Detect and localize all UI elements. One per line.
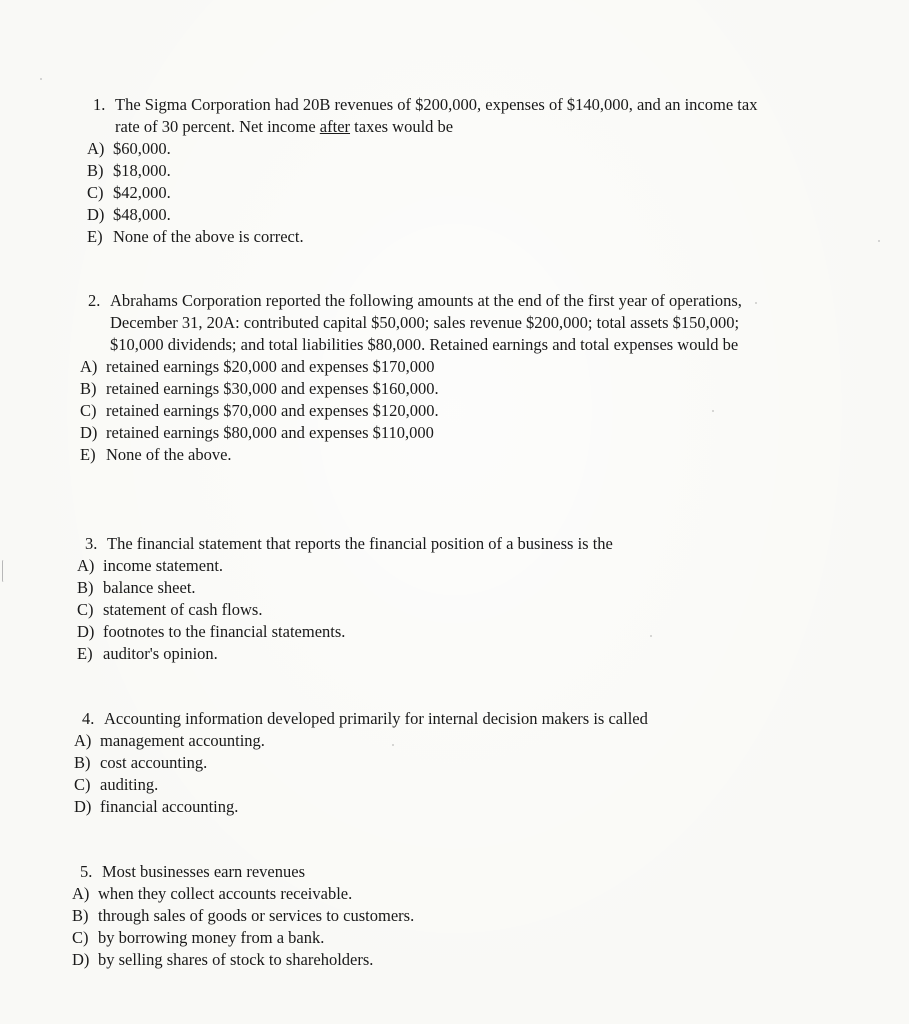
answer-options xyxy=(80,356,753,466)
answer-option-b xyxy=(80,378,753,400)
answer-option-d xyxy=(87,204,773,226)
question-text: Most businesses earn revenues xyxy=(102,862,305,881)
option-text: by selling shares of stock to shareholders. xyxy=(98,950,374,969)
option-letter: B) xyxy=(87,161,104,180)
option-text: financial accounting. xyxy=(100,797,239,816)
option-text: None of the above. xyxy=(106,445,232,464)
answer-option-e xyxy=(77,643,765,665)
option-letter: B) xyxy=(77,578,94,597)
answer-option-a xyxy=(72,883,780,905)
scan-speck xyxy=(755,302,757,304)
option-text: retained earnings $70,000 and expenses $120,000. xyxy=(106,401,439,420)
option-letter: D) xyxy=(80,423,98,442)
question-stem xyxy=(88,290,753,356)
option-text: cost accounting. xyxy=(100,753,208,772)
scan-speck xyxy=(40,78,42,80)
question-text-underlined: after xyxy=(319,117,351,136)
page-edge-mark xyxy=(2,560,5,582)
question-text-part: The Sigma Corporation had 20B revenues of $200,000, expenses of $140,000, and an income tax rate of 30 percent. Net income xyxy=(115,95,758,136)
option-letter: C) xyxy=(80,401,97,420)
answer-options xyxy=(77,555,765,665)
option-text: retained earnings $30,000 and expenses $160,000. xyxy=(106,379,439,398)
option-letter: A) xyxy=(87,139,105,158)
answer-option-a xyxy=(77,555,765,577)
option-text: statement of cash flows. xyxy=(103,600,263,619)
answer-option-c xyxy=(87,182,773,204)
option-letter: D) xyxy=(87,205,105,224)
question-2 xyxy=(80,290,753,466)
option-letter: A) xyxy=(74,731,92,750)
question-stem xyxy=(80,861,780,883)
question-number: 3. xyxy=(85,534,98,553)
question-number: 5. xyxy=(80,862,93,881)
answer-option-d xyxy=(80,422,753,444)
option-letter: C) xyxy=(72,928,89,947)
option-text: footnotes to the financial statements. xyxy=(103,622,346,641)
answer-option-c xyxy=(72,927,780,949)
answer-option-e xyxy=(80,444,753,466)
option-letter: D) xyxy=(77,622,95,641)
answer-option-a xyxy=(80,356,753,378)
scan-speck xyxy=(878,240,880,242)
question-number: 2. xyxy=(88,291,101,310)
option-text: $60,000. xyxy=(113,139,171,158)
question-stem xyxy=(93,94,773,138)
question-number: 1. xyxy=(93,95,106,114)
option-letter: A) xyxy=(72,884,90,903)
question-1 xyxy=(87,94,773,248)
question-stem xyxy=(85,533,765,555)
option-text: by borrowing money from a bank. xyxy=(98,928,325,947)
answer-option-d xyxy=(77,621,765,643)
option-text: $48,000. xyxy=(113,205,171,224)
answer-option-b xyxy=(77,577,765,599)
answer-option-c xyxy=(74,774,782,796)
option-text: income statement. xyxy=(103,556,224,575)
question-text xyxy=(115,94,773,138)
answer-option-d xyxy=(72,949,780,971)
option-letter: D) xyxy=(72,950,90,969)
answer-option-a xyxy=(74,730,782,752)
question-text: Abrahams Corporation reported the following amounts at the end of the first year of operations, December 31, 20A: contributed capital $50,000; sales revenue $200,000; total assets $150,000; $10,000 dividends; and total liabilities $80,000. Retained earnings and total expenses would be xyxy=(110,291,742,354)
option-letter: C) xyxy=(77,600,94,619)
question-number: 4. xyxy=(82,709,95,728)
question-3 xyxy=(77,533,765,665)
question-4 xyxy=(74,708,782,818)
answer-option-b xyxy=(72,905,780,927)
option-letter: B) xyxy=(72,906,89,925)
answer-options xyxy=(74,730,782,818)
option-text: retained earnings $80,000 and expenses $110,000 xyxy=(106,423,434,442)
option-letter: E) xyxy=(77,644,93,663)
option-text: through sales of goods or services to customers. xyxy=(98,906,415,925)
option-text: when they collect accounts receivable. xyxy=(98,884,353,903)
question-5 xyxy=(72,861,780,971)
option-letter: A) xyxy=(80,357,98,376)
answer-options xyxy=(87,138,773,248)
option-text: auditor's opinion. xyxy=(103,644,218,663)
answer-option-c xyxy=(77,599,765,621)
answer-option-d xyxy=(74,796,782,818)
option-letter: C) xyxy=(87,183,104,202)
option-text: retained earnings $20,000 and expenses $170,000 xyxy=(106,357,435,376)
option-letter: E) xyxy=(80,445,96,464)
answer-option-c xyxy=(80,400,753,422)
option-text: auditing. xyxy=(100,775,159,794)
question-text: Accounting information developed primarily for internal decision makers is called xyxy=(104,709,648,728)
option-text: balance sheet. xyxy=(103,578,196,597)
option-letter: B) xyxy=(74,753,91,772)
answer-option-b xyxy=(74,752,782,774)
answer-options xyxy=(72,883,780,971)
question-stem xyxy=(82,708,782,730)
option-letter: E) xyxy=(87,227,103,246)
question-text-part: taxes would be xyxy=(350,117,454,136)
option-letter: B) xyxy=(80,379,97,398)
option-text: None of the above is correct. xyxy=(113,227,304,246)
option-text: $18,000. xyxy=(113,161,171,180)
answer-option-b xyxy=(87,160,773,182)
option-text: management accounting. xyxy=(100,731,265,750)
answer-option-a xyxy=(87,138,773,160)
option-text: $42,000. xyxy=(113,183,171,202)
answer-option-e xyxy=(87,226,773,248)
option-letter: C) xyxy=(74,775,91,794)
question-text: The financial statement that reports the financial position of a business is the xyxy=(107,534,613,553)
option-letter: D) xyxy=(74,797,92,816)
option-letter: A) xyxy=(77,556,95,575)
